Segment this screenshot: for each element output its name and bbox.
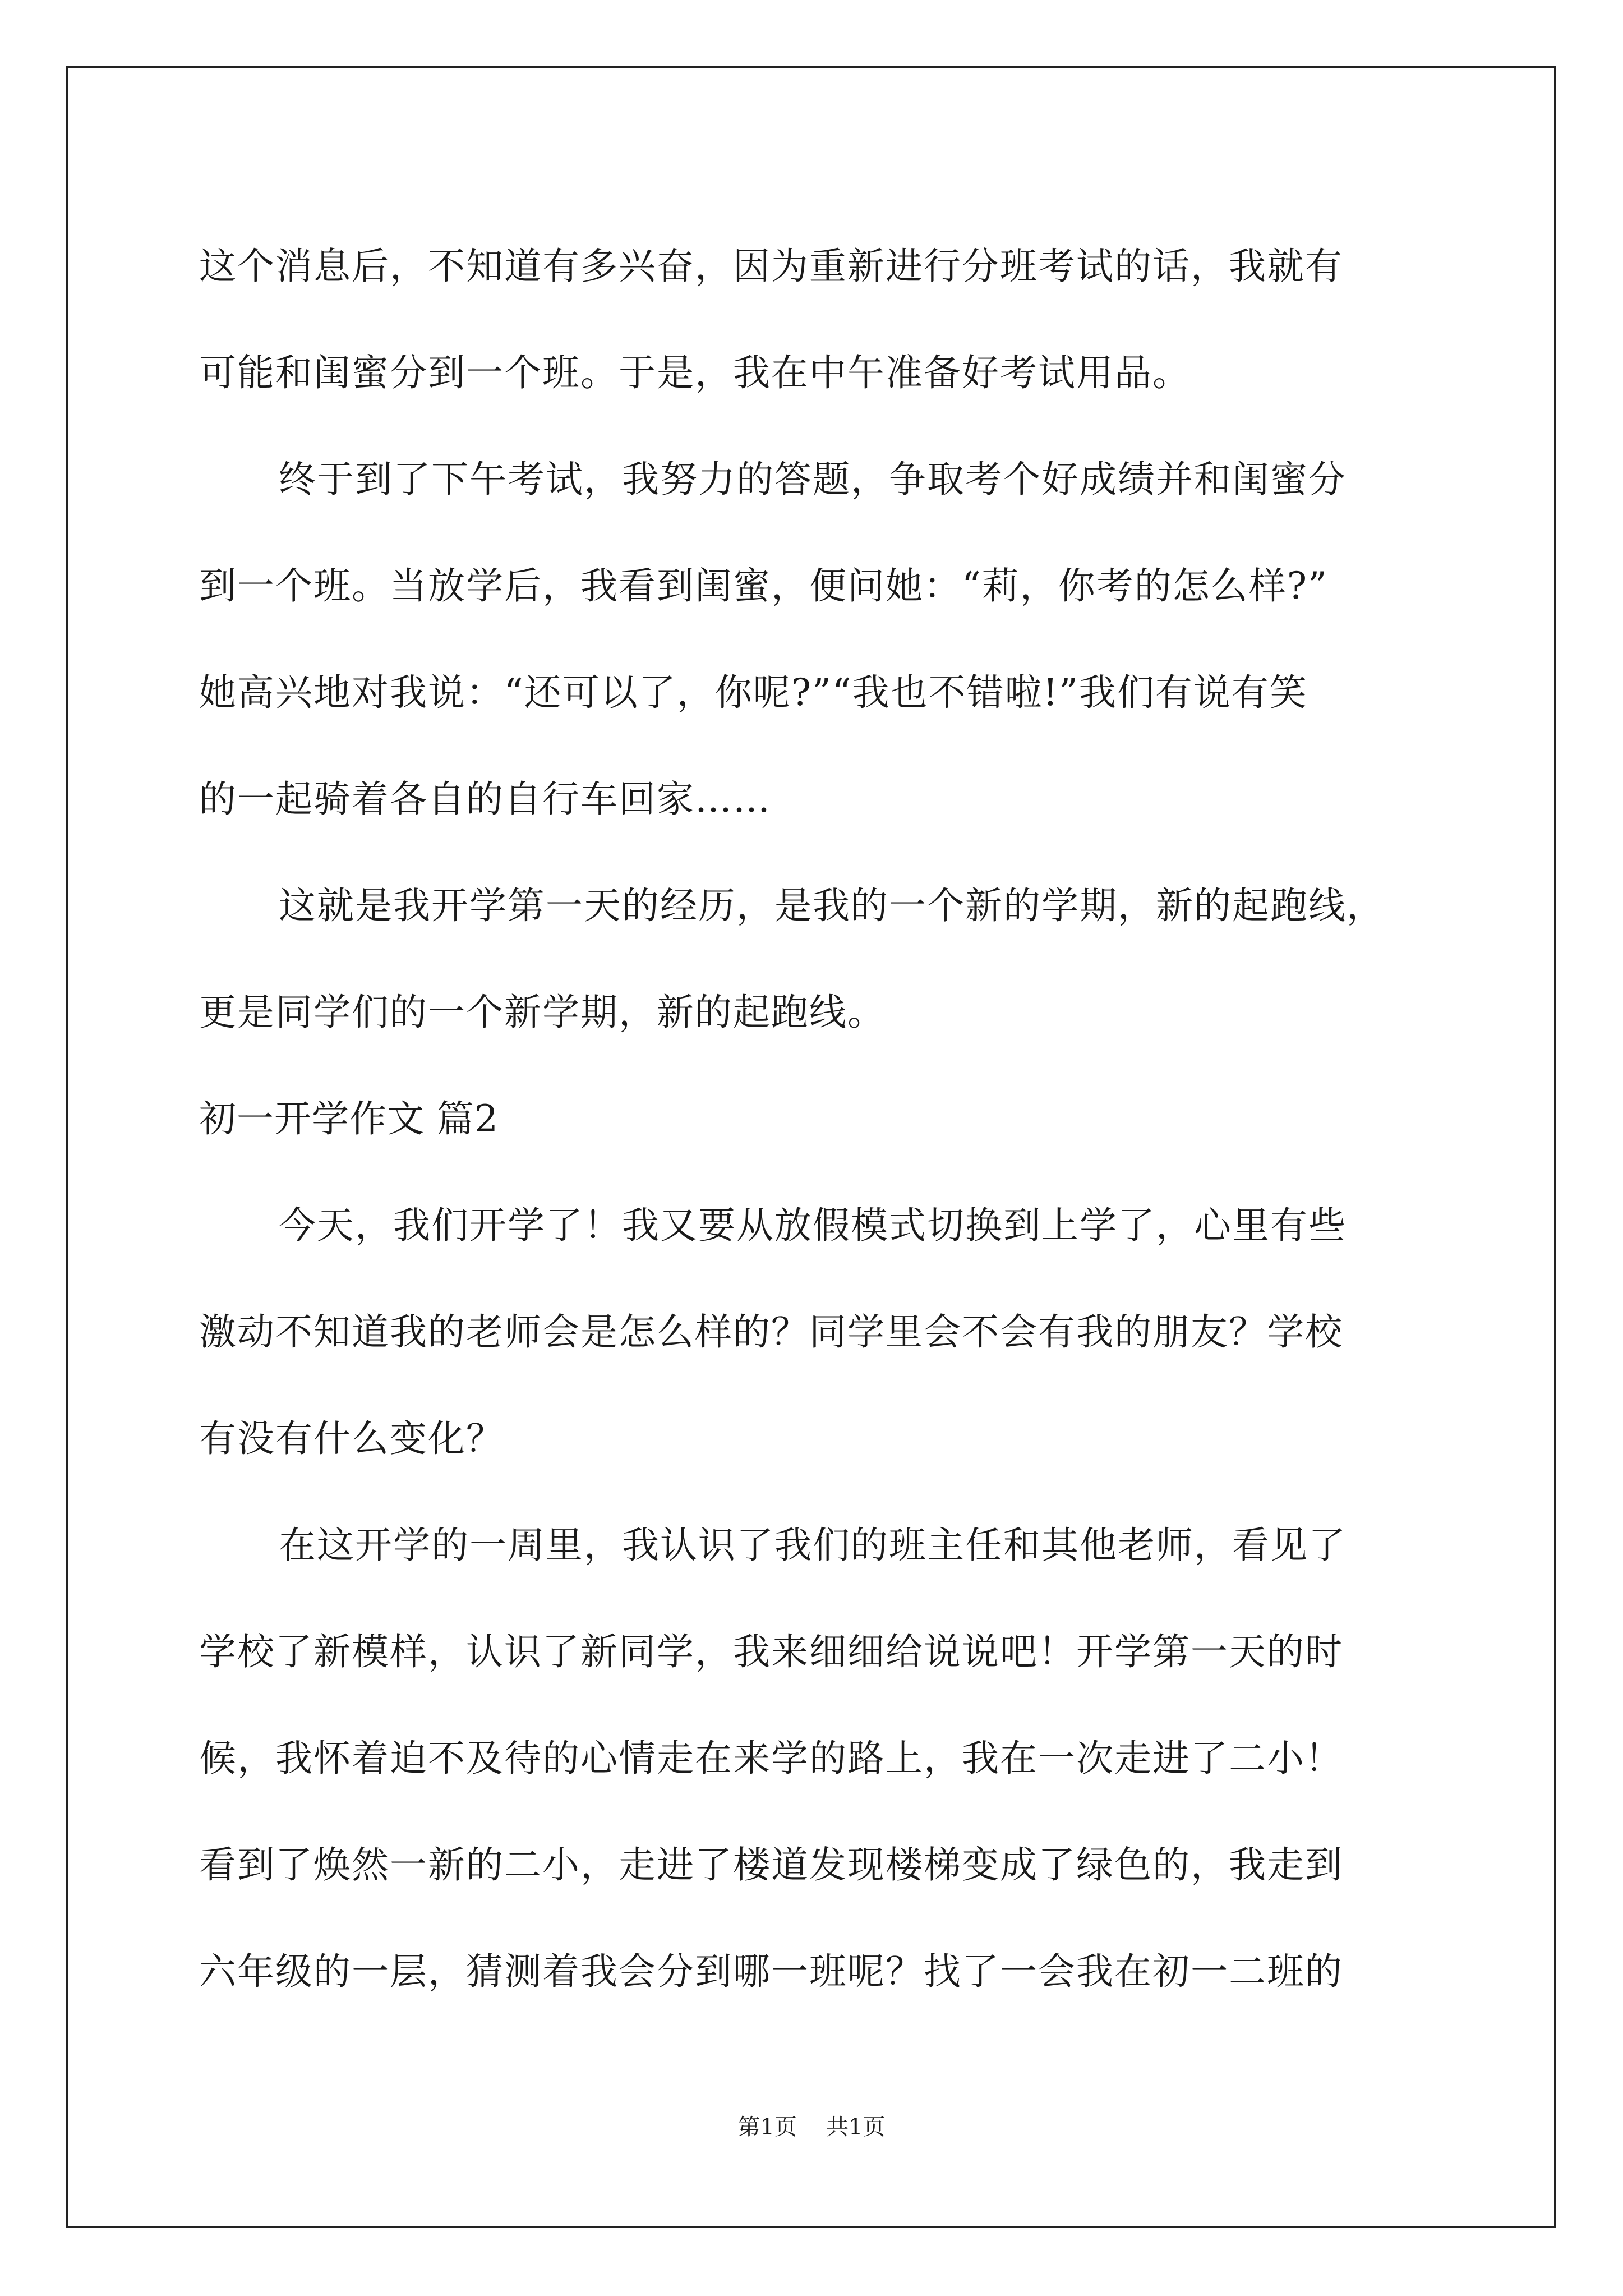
text-line: 六年级的一层，猜测着我会分到哪一班呢？找了一会我在初一二班的 — [199, 1950, 1343, 1993]
text-line: 她高兴地对我说：“还可以了，你呢?”“我也不错啦!”我们有说有笑 — [199, 671, 1308, 714]
text-line: 候，我怀着迫不及待的心情走在来学的路上，我在一次走进了二小！ — [199, 1737, 1343, 1780]
paragraph-start-line: 终于到了下午考试，我努力的答题，争取考个好成绩并和闺蜜分 — [279, 458, 1347, 501]
paragraph-start-line: 这就是我开学第一天的经历，是我的一个新的学期，新的起跑线， — [279, 884, 1385, 927]
text-line: 激动不知道我的老师会是怎么样的？同学里会不会有我的朋友？学校 — [199, 1310, 1343, 1354]
text-line: 更是同学们的一个新学期，新的起跑线。 — [199, 991, 886, 1034]
text-line: 这个消息后，不知道有多兴奋，因为重新进行分班考试的话，我就有 — [199, 245, 1343, 288]
section-title: 初一开学作文 篇2 — [199, 1097, 499, 1140]
text-line: 有没有什么变化？ — [199, 1417, 504, 1460]
text-line: 看到了焕然一新的二小，走进了楼道发现楼梯变成了绿色的，我走到 — [199, 1843, 1343, 1887]
text-line: 可能和闺蜜分到一个班。于是，我在中午准备好考试用品。 — [199, 351, 1191, 394]
text-line: 的一起骑着各自的自行车回家…… — [199, 777, 771, 821]
paragraph-start-line: 今天，我们开学了！我又要从放假模式切换到上学了，心里有些 — [279, 1204, 1347, 1247]
document-body — [199, 213, 1455, 2025]
text-line: 到一个班。当放学后，我看到闺蜜，便问她：“莉，你考的怎么样?” — [199, 564, 1328, 608]
text-line: 学校了新模样，认识了新同学，我来细细给说说吧！开学第一天的时 — [199, 1630, 1343, 1673]
paragraph-start-line: 在这开学的一周里，我认识了我们的班主任和其他老师，看见了 — [279, 1524, 1347, 1567]
page-number: 第1页 — [737, 2114, 797, 2140]
page-footer — [0, 2109, 1623, 2141]
page-count: 共1页 — [826, 2114, 886, 2140]
